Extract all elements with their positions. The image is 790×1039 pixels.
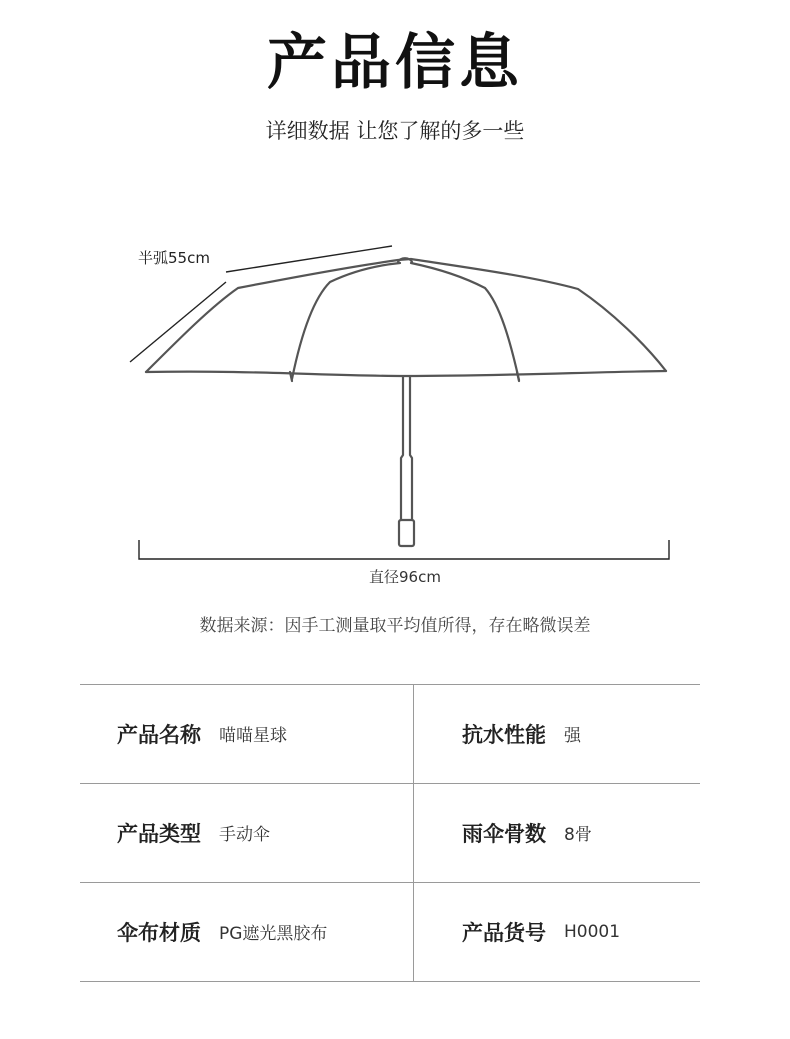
page-title: 产品信息 — [267, 28, 523, 98]
diameter-label: 直径96cm — [369, 568, 441, 586]
diameter-dimension-line — [139, 540, 669, 559]
measurement-note: 数据来源：因手工测量取平均值所得，存在略微误差 — [199, 616, 591, 636]
spec-key: 产品名称 — [117, 722, 201, 747]
umbrella-hem — [146, 371, 666, 376]
spec-key: 雨伞骨数 — [462, 821, 546, 846]
spec-value: PG遮光黑胶布 — [219, 924, 328, 944]
umbrella-left-panel — [292, 263, 400, 379]
spec-value: 强 — [564, 726, 581, 746]
umbrella-handle — [399, 520, 414, 546]
umbrella-right-panel — [411, 263, 519, 380]
table-column-divider — [413, 684, 414, 981]
spec-key: 抗水性能 — [462, 722, 546, 747]
spec-key: 产品货号 — [462, 920, 546, 945]
arc-dimension-line — [130, 282, 226, 362]
table-divider — [80, 981, 700, 982]
spec-value: 喵喵星球 — [219, 726, 287, 746]
spec-value: 手动伞 — [219, 825, 270, 845]
spec-item — [117, 882, 327, 981]
spec-key: 产品类型 — [117, 821, 201, 846]
spec-value: 8骨 — [564, 825, 592, 845]
spec-item — [462, 783, 592, 882]
page-subtitle: 详细数据 让您了解的多一些 — [265, 119, 525, 143]
spec-item — [117, 783, 270, 882]
umbrella-canopy — [146, 259, 666, 372]
spec-item — [462, 882, 620, 981]
spec-item — [462, 684, 581, 783]
spec-value: H0001 — [564, 921, 621, 942]
umbrella-shaft — [401, 377, 412, 520]
spec-key: 伞布材质 — [117, 920, 201, 945]
arc-length-label: 半弧55cm — [138, 249, 210, 267]
spec-item — [117, 684, 287, 783]
